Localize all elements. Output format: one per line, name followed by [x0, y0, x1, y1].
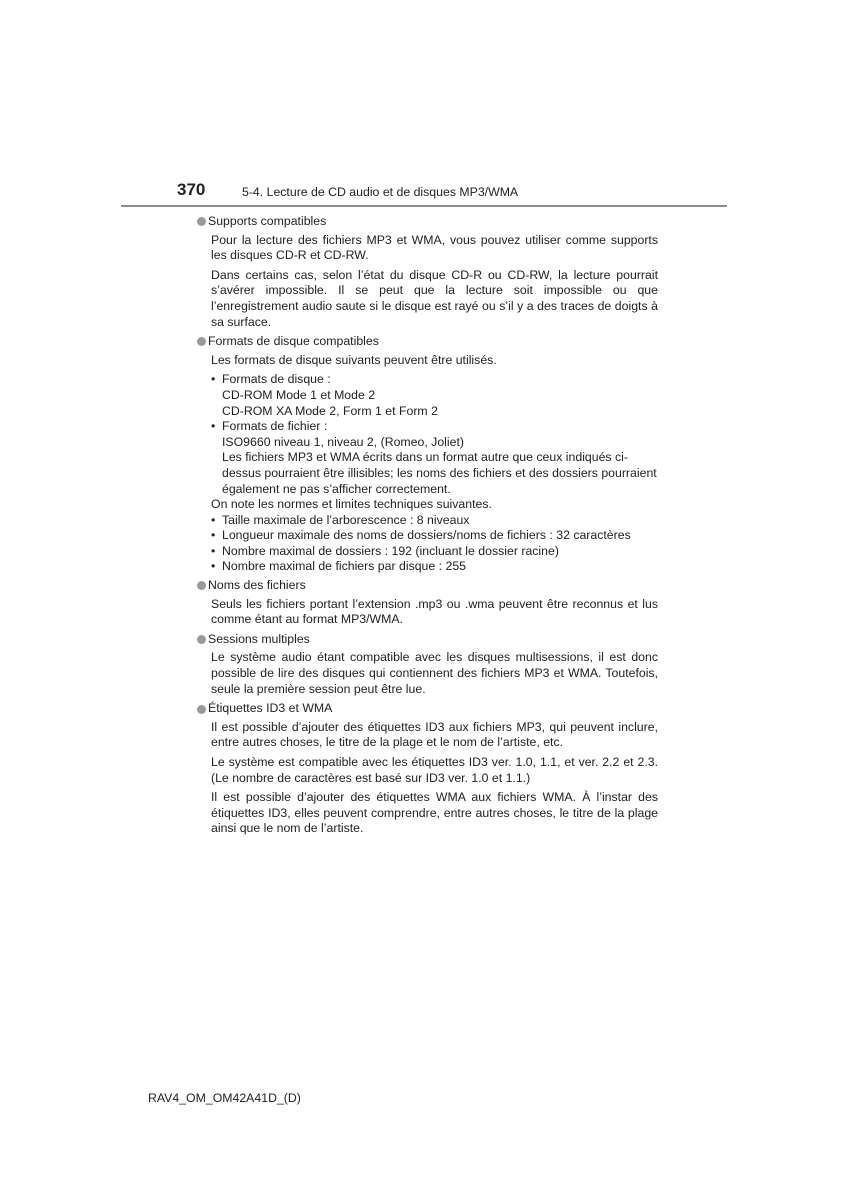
- bullet-icon: •: [211, 528, 216, 543]
- paragraph: Les formats de disque suivants peuvent être utilisés.: [211, 352, 497, 367]
- circle-bullet-icon: [197, 337, 206, 346]
- bullet-icon: •: [211, 419, 216, 434]
- list-item: [211, 419, 658, 497]
- section-tags: [197, 701, 658, 837]
- circle-bullet-icon: [197, 705, 206, 714]
- bullet-icon: •: [211, 372, 216, 387]
- list-item-label: Formats de fichier :: [222, 419, 328, 434]
- section-heading: [197, 701, 658, 717]
- heading-text: Supports compatibles: [208, 214, 327, 228]
- bullet-icon: •: [211, 512, 216, 527]
- list-item-label: Formats de disque :: [222, 372, 331, 387]
- list-item: [211, 544, 658, 560]
- paragraph: Il est possible d’ajouter des étiquettes ID3 aux fichiers MP3, qui peuvent inclure, entre autres choses, le titre de la plage et le nom de l’artiste, etc.: [211, 719, 658, 750]
- list-item: [211, 513, 658, 529]
- section-title: 5-4. Lecture de CD audio et de disques MP3/WMA: [242, 185, 519, 199]
- section-heading: [197, 334, 658, 350]
- list-item: [211, 559, 658, 575]
- section-heading: [197, 632, 658, 648]
- list-item-text: Longueur maximale des noms de dossiers/noms de fichiers : 32 caractères: [222, 528, 631, 543]
- circle-bullet-icon: [197, 635, 206, 644]
- list-item-text: Nombre maximal de fichiers par disque : 255: [222, 559, 466, 574]
- list-item-text: Taille maximale de l’arborescence : 8 niveaux: [222, 512, 470, 527]
- heading-text: Formats de disque compatibles: [208, 334, 379, 349]
- paragraph: Pour la lecture des fichiers MP3 et WMA, vous pouvez utiliser comme supports les disques CD-R et CD-RW.: [211, 232, 658, 263]
- list-item-line: ISO9660 niveau 1, niveau 2, (Romeo, Joliet): [222, 434, 464, 449]
- section-formats: [197, 334, 658, 575]
- list-item-text: Nombre maximal de dossiers : 192 (incluant le dossier racine): [222, 543, 559, 558]
- bullet-icon: •: [211, 559, 216, 574]
- list-item: [211, 528, 658, 544]
- limits-list: [211, 513, 658, 575]
- list-item: [211, 372, 658, 419]
- header-divider: [121, 205, 727, 207]
- circle-bullet-icon: [197, 581, 206, 590]
- heading-text: Étiquettes ID3 et WMA: [208, 701, 333, 716]
- paragraph: Dans certains cas, selon l’état du disque CD-R ou CD-RW, la lecture pourrait s’avérer impossible. Il se peut que la lecture soit impossible ou que l’enregistrement audio saute si le disque est rayé ou s’il y a des traces de doigts à sa surface.: [211, 267, 658, 329]
- paragraph: Il est possible d’ajouter des étiquettes WMA aux fichiers WMA. À l’instar des étiquettes ID3, elles peuvent comprendre, entre autres choses, le titre de la plage ainsi que le nom de l’artiste.: [211, 790, 658, 836]
- paragraph: Le système est compatible avec les étiquettes ID3 ver. 1.0, 1.1, et ver. 2.2 et 2.3. (Le nombre de caractères est basé sur ID3 ver. 1.0 et 1.1.): [211, 755, 658, 785]
- circle-bullet-icon: [197, 217, 206, 226]
- footer-doc-code: RAV4_OM_OM42A41D_(D): [148, 1091, 301, 1105]
- section-heading: [197, 578, 658, 594]
- list-item-line: CD-ROM Mode 1 et Mode 2: [222, 387, 376, 402]
- list-item-line: CD-ROM XA Mode 2, Form 1 et Form 2: [222, 403, 438, 418]
- limits-intro: On note les normes et limites techniques suivantes.: [211, 497, 492, 512]
- format-list: [211, 372, 658, 497]
- section-sessions: [197, 632, 658, 697]
- section-file-names: [197, 578, 658, 628]
- heading-text: Noms des fichiers: [208, 578, 306, 593]
- main-content: [197, 214, 658, 841]
- bullet-icon: •: [211, 543, 216, 558]
- paragraph: Seuls les fichiers portant l’extension .mp3 ou .wma peuvent être reconnus et lus comme étant au format MP3/WMA.: [211, 596, 658, 627]
- section-supports: [197, 214, 658, 330]
- list-item-line: Les fichiers MP3 et WMA écrits dans un format autre que ceux indiqués ci-dessus pourraient être illisibles; les noms des fichiers et des dossiers pourraient également ne pas s’afficher correctement.: [222, 450, 657, 496]
- paragraph: Le système audio étant compatible avec les disques multisessions, il est donc possible de lire des disques qui contiennent des fichiers MP3 et WMA. Toutefois, seule la première session peut être lue.: [211, 650, 658, 696]
- page-number: 370: [177, 180, 206, 199]
- section-heading: [197, 214, 658, 230]
- heading-text: Sessions multiples: [208, 631, 310, 646]
